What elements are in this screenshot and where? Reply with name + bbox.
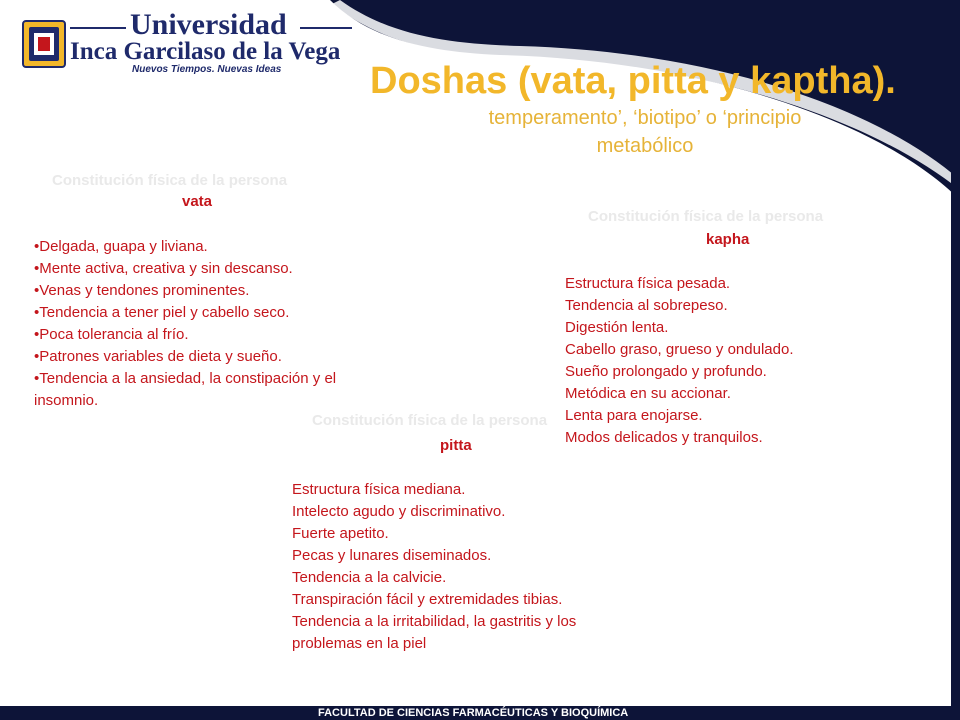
list-item: Estructura física mediana. xyxy=(292,481,466,498)
list-item: Tendencia a la irritabilidad, la gastritis y los problemas en la piel xyxy=(292,613,577,652)
slide-title: Doshas (vata, pitta y kaptha). xyxy=(370,60,896,102)
list-item: •Venas y tendones prominentes. xyxy=(34,282,250,299)
university-crest-icon xyxy=(22,20,66,68)
footer-bar xyxy=(0,706,960,720)
faculty-name: FACULTAD DE CIENCIAS FARMACÉUTICAS Y BIOQUÍMICA xyxy=(318,707,629,719)
university-subname: Inca Garcilaso de la Vega xyxy=(70,38,341,65)
kapha-trait-list xyxy=(565,273,895,449)
right-decorative-stripe xyxy=(951,160,960,706)
list-item: •Tendencia a la ansiedad, la constipación y el insomnio. xyxy=(34,370,337,409)
pitta-trait-list xyxy=(292,479,622,655)
list-item: Lenta para enojarse. xyxy=(565,407,703,424)
list-item: Cabello graso, grueso y ondulado. xyxy=(565,341,794,358)
list-item: •Tendencia a tener piel y cabello seco. xyxy=(34,304,290,321)
kapha-ghost-label: Constitución física de la persona xyxy=(588,208,824,225)
brand-rule-right xyxy=(300,27,352,29)
list-item: •Poca tolerancia al frío. xyxy=(34,326,189,343)
slide-subtitle: temperamento’, ‘biotipo’ o ‘principio metabólico xyxy=(488,107,802,157)
list-item: Pecas y lunares diseminados. xyxy=(292,547,492,564)
list-item: Fuerte apetito. xyxy=(292,525,389,542)
pitta-ghost-label: Constitución física de la persona xyxy=(312,412,548,429)
list-item: •Mente activa, creativa y sin descanso. xyxy=(34,260,293,277)
list-item: Digestión lenta. xyxy=(565,319,669,336)
list-item: Estructura física pesada. xyxy=(565,275,731,292)
list-item: Metódica en su accionar. xyxy=(565,385,731,402)
kapha-heading: kapha xyxy=(706,231,750,248)
pitta-heading: pitta xyxy=(440,437,472,454)
list-item: Intelecto agudo y discriminativo. xyxy=(292,503,506,520)
university-name: Universidad xyxy=(130,8,287,41)
brand-rule-left xyxy=(70,27,126,29)
vata-ghost-label: Constitución física de la persona xyxy=(52,172,288,189)
vata-trait-list xyxy=(34,236,384,412)
list-item: •Patrones variables de dieta y sueño. xyxy=(34,348,282,365)
list-item: Tendencia a la calvicie. xyxy=(292,569,447,586)
list-item: •Delgada, guapa y liviana. xyxy=(34,238,208,255)
university-tagline: Nuevos Tiempos. Nuevas Ideas xyxy=(132,64,282,75)
list-item: Transpiración fácil y extremidades tibias. xyxy=(292,591,563,608)
list-item: Tendencia al sobrepeso. xyxy=(565,297,728,314)
list-item: Modos delicados y tranquilos. xyxy=(565,429,763,446)
vata-heading: vata xyxy=(182,193,213,210)
list-item: Sueño prolongado y profundo. xyxy=(565,363,767,380)
